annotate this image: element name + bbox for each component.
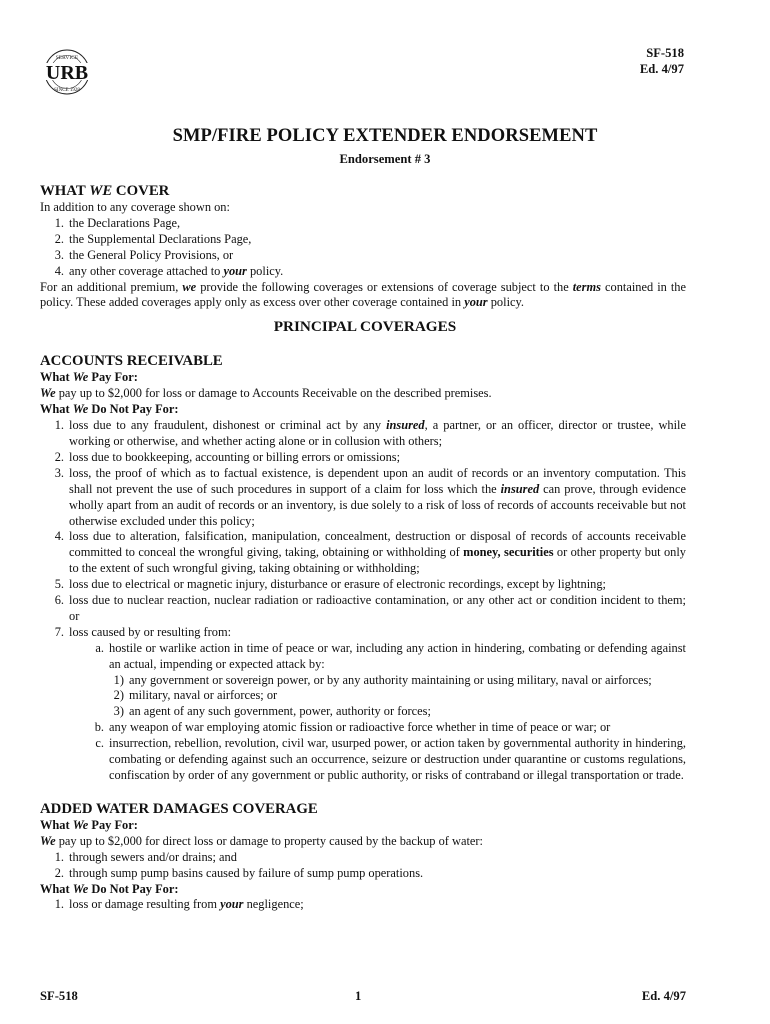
document-body: [40, 183, 686, 913]
logo-text: URB: [45, 62, 89, 84]
urb-logo: [36, 47, 98, 97]
footer-edition: Ed. 4/97: [641, 989, 686, 1003]
list-item: 2. through sump pump basins caused by failure of sump pump operations.: [54, 865, 424, 880]
document-title: SMP/FIRE POLICY EXTENDER ENDORSEMENT: [172, 126, 598, 146]
header-form-id: [640, 45, 684, 77]
list-item: 1. loss or damage resulting from your negligence;: [54, 897, 304, 912]
what-we-pay-for-label: What We Pay For:: [40, 817, 138, 832]
what-we-do-not-pay-for-label: What We Do Not Pay For:: [40, 881, 179, 896]
list-item: 1. through sewers and/or drains; and: [54, 849, 237, 864]
list-item: 7. loss caused by or resulting from:: [54, 624, 232, 639]
footer-form-number: SF-518: [40, 989, 78, 1003]
list-item: 1) any government or sovereign power, or by any authority maintaining or using military, naval or airforces;: [113, 672, 652, 687]
header-form-number: SF-518: [646, 46, 684, 60]
list-item: a. hostile or warlike action in time of peace or war, including any action in hindering, combating or defending against an actual, impending or expected attack by:: [95, 640, 686, 671]
list-item: 3. loss, the proof of which as to factual existence, is dependent upon an audit of records or an inventory computation. This shall not prevent the use of such procedures in support of a claim for loss which the insured can prove, through evidence wholly apart from an audit of records or an inventory, is due solely to a risk of loss of records of accounts receivable but not otherwise excluded under this policy;: [54, 465, 686, 528]
list-item: 4. any other coverage attached to your policy.: [54, 263, 284, 278]
list-item: 2) military, naval or airforces; or: [113, 688, 278, 703]
list-item: c. insurrection, rebellion, revolution, civil war, usurped power, or action taken by governmental authority in hindering, combating or defending against such an occurrence, seizure or destruction under quarantine or customs regulations, confiscation by order of any government or public authority, or risks of contraband or illegal transportation or trade.: [95, 736, 686, 782]
header-edition: Ed. 4/97: [639, 62, 684, 76]
list-item: 2. the Supplemental Declarations Page,: [54, 231, 252, 246]
what-we-pay-for-text: We pay up to $2,000 for direct loss or damage to property caused by the backup of water:: [40, 833, 483, 848]
what-we-pay-for-label: What We Pay For:: [40, 370, 138, 385]
accounts-receivable-heading: ACCOUNTS RECEIVABLE: [40, 353, 223, 370]
principal-coverages-heading: PRINCIPAL COVERAGES: [273, 318, 457, 336]
coverage-intro: In addition to any coverage shown on:: [40, 200, 230, 214]
coverage-paragraph: For an additional premium, we provide the following coverages or extensions of coverage subject to the terms contained in the policy. These added coverages apply only as excess over other coverage contained in your policy.: [40, 279, 686, 310]
list-item: 6. loss due to nuclear reaction, nuclear radiation or radioactive contamination, or any other act or condition incident to them; or: [54, 593, 686, 623]
list-item: 2. loss due to bookkeeping, accounting or billing errors or omissions;: [54, 449, 401, 464]
added-water-heading: ADDED WATER DAMAGES COVERAGE: [40, 800, 318, 817]
logo-arc-top: SERVICE: [55, 55, 79, 61]
list-item: 1. the Declarations Page,: [54, 215, 181, 230]
footer-page-number: 1: [355, 989, 362, 1003]
list-item: b. any weapon of war employing atomic fission or radioactive force whether in time of peace or war; or: [94, 720, 611, 735]
list-item: 5. loss due to electrical or magnetic injury, disturbance or erasure of electronic recordings, except by lightning;: [54, 577, 606, 592]
list-item: 3) an agent of any such government, power, authority or forces;: [113, 704, 431, 719]
what-we-cover-heading: WHAT WE COVER: [40, 183, 170, 199]
document-subtitle: Endorsement # 3: [339, 152, 431, 166]
list-item: 3. the General Policy Provisions, or: [54, 247, 234, 262]
logo-arc-bottom: SINCE 1928: [54, 88, 80, 93]
list-item: 1. loss due to any fraudulent, dishonest or criminal act by any insured, a partner, or an officer, director or trustee, while working or otherwise, and whether acting alone or in collusion with others;: [54, 418, 686, 448]
what-we-pay-for-text: We pay up to $2,000 for loss or damage to Accounts Receivable on the described premises.: [40, 386, 492, 401]
list-item: 4. loss due to alteration, falsification, manipulation, concealment, destruction or disposal of records of accounts receivable committed to conceal the wrongful giving, taking, obtaining or withholding of money, securities or other property but only to the extent of such wrongful giving, taking obtaining or withholding;: [54, 529, 686, 576]
what-we-do-not-pay-for-label: What We Do Not Pay For:: [40, 402, 179, 417]
